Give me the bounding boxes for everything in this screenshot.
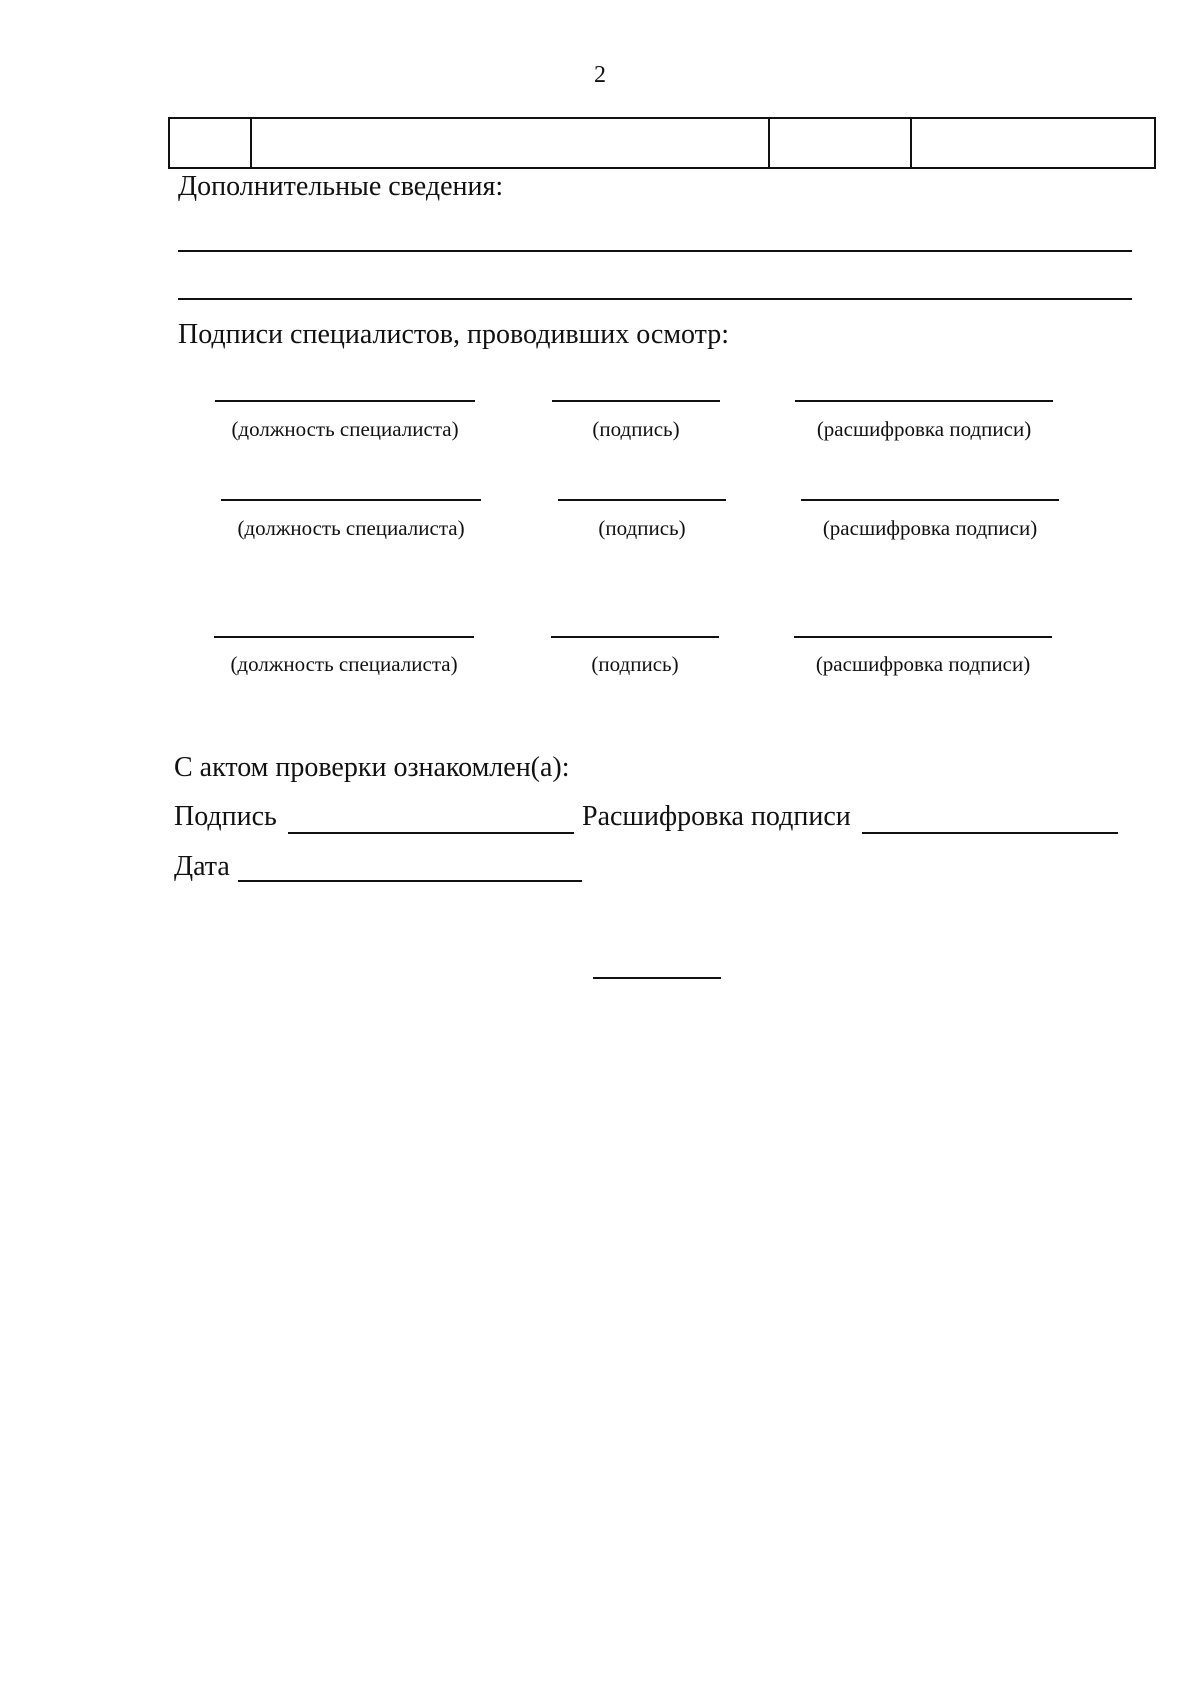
decoding-line — [794, 636, 1052, 638]
acknowledgement-decoding-line — [862, 832, 1118, 834]
signature-label: Подпись — [174, 801, 277, 832]
acknowledgement-signature-row — [174, 801, 277, 833]
acknowledgement-signature-line — [288, 832, 574, 834]
position-caption: (должность специалиста) — [237, 516, 465, 540]
decoding-caption: (расшифровка подписи) — [822, 516, 1038, 540]
acknowledgement-heading: С актом проверки ознакомлен(а): — [174, 752, 570, 783]
signature-line — [552, 400, 720, 402]
end-rule — [593, 977, 721, 979]
decoding-label: Расшифровка подписи — [582, 801, 851, 832]
additional-info-line — [178, 298, 1132, 300]
signature-line — [558, 499, 726, 501]
additional-info-line — [178, 250, 1132, 252]
continuation-table — [168, 117, 1156, 169]
signature-line — [551, 636, 719, 638]
position-caption: (должность специалиста) — [231, 417, 459, 441]
table-row — [169, 118, 1155, 168]
position-line — [215, 400, 475, 402]
table-cell — [769, 118, 911, 168]
position-caption: (должность специалиста) — [230, 652, 458, 676]
decoding-caption: (расшифровка подписи) — [816, 417, 1032, 441]
decoding-caption: (расшифровка подписи) — [815, 652, 1031, 676]
decoding-line — [795, 400, 1053, 402]
signatures-heading: Подписи специалистов, проводивших осмотр: — [178, 319, 730, 350]
position-line — [221, 499, 481, 501]
additional-info-label: Дополнительные сведения: — [178, 171, 504, 202]
signature-caption: (подпись) — [591, 652, 679, 676]
signature-caption: (подпись) — [598, 516, 686, 540]
date-label: Дата — [174, 851, 230, 882]
table-cell — [251, 118, 769, 168]
table-cell — [169, 118, 251, 168]
page-number: 2 — [594, 62, 606, 88]
date-line — [238, 880, 582, 882]
table-cell — [911, 118, 1155, 168]
position-line — [214, 636, 474, 638]
signature-caption: (подпись) — [592, 417, 680, 441]
decoding-line — [801, 499, 1059, 501]
